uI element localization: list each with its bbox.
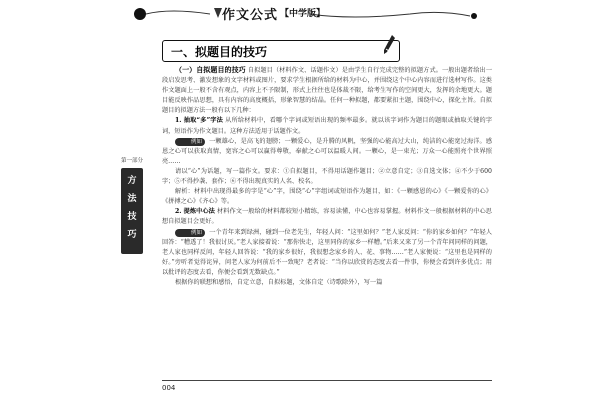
article-body bbox=[162, 65, 492, 288]
example-2-text: 一个青年来到绿洲，碰到一位老先生，年轻人问：“这里如何？”老人家反问：“你的家乡如何？”年轻人回答：“糟透了！我很讨厌。”老人家接着说：“那你快走，这里同你的家乡一样糟。”后来又来了另一个青年问同样的问题，老人家也同样反问，年轻人回答说：“我的家乡很好，我很想念家乡的人、花、事物……”老人家便说：“这里也是同样的好。”旁听者觉得诧异，问老人家为何前后不一致呢？老者说：“当你以欣赏的态度去看一件事，你便会看到许多优点；用以批评的态度去看，你便会看到无数缺点。” bbox=[162, 228, 492, 276]
method-2 bbox=[162, 207, 492, 227]
example-1-analysis: 解析：材料中出现得最多的字是“心”字，围绕“心”字组词或短语作为题目，如：《一颗感恩的心》《一颗爱你的心》《拼搏之心》《齐心》等。 bbox=[162, 188, 492, 206]
example-1-tag: 例如 bbox=[175, 138, 205, 146]
section-title: 一、拟题目的技巧 bbox=[171, 45, 268, 59]
method-1 bbox=[162, 116, 492, 136]
footer-divider bbox=[162, 380, 492, 381]
header-title: 作文公式 bbox=[222, 8, 279, 23]
example-1-prompt: 请以“心”为话题，写一篇作文。要求：①自拟题目，不得用话题作题目；②立意自定；③自选文体；④不少于600字；⑤不得抄袭、套作；⑥不得出现真实的人名、校名。 bbox=[162, 167, 492, 186]
page-number: 004 bbox=[162, 384, 176, 392]
subsection-1-heading: （一）自拟题目的技巧 bbox=[175, 66, 246, 74]
method-2-heading: 2. 提炼中心法 bbox=[175, 208, 215, 216]
side-tab-text: 方 法 技 巧 bbox=[127, 176, 137, 240]
subsection-1 bbox=[162, 65, 492, 116]
method-1-text: 从所给材料中，看哪个字词或短语出现的频率最多。就以该字词作为题目的题眼或抽取关键的字词，短语作为作文题目。这种方法适用于话题作文。 bbox=[162, 117, 493, 135]
side-tab bbox=[119, 158, 145, 254]
example-1 bbox=[162, 137, 492, 167]
side-tab-part: 第一部分 bbox=[120, 158, 143, 164]
section-title-box bbox=[162, 40, 400, 62]
example-1-text: 一颗雄心，是高飞的翅膀；一颗爱心，是升腾的风帆，坚强的心能高过大山，纯洁的心能宽过海洋。感恩之心可以获取真情，宽容之心可以赢得尊敬，奉献之心可以温暖人间。一颗心，是一束光；万众一心能照亮个世界照亮…… bbox=[162, 137, 493, 165]
header-badge: 【中学版】 bbox=[280, 9, 326, 19]
example-2-after: 根据你的联想和感悟，自定立意，自拟标题，文体自定（诗歌除外），写一篇 bbox=[175, 278, 383, 286]
book-page bbox=[110, 0, 502, 400]
pen-icon bbox=[382, 34, 396, 56]
example-2-tag: 例如 bbox=[175, 229, 205, 237]
subsection-1-text: 自拟题目（材料作文、话题作文）是由学生自行完成完整的拟题方式。一般出题者给出一段启发思考、激发想象的文字材料或图片，要求学生根据所给的材料为中心，并围绕这个中心内容而进行选材写作。这类作文题面上一般不含有观点，内容上不予限制，形式上往往也是体裁不限，给考生写作的空间更大，发挥的余地更大。题目能反映作品思想，具有内容的高度概括，形象智慧的结晶。任何一种拟题，都要紧扣主题，围绕中心，探化主旨。自拟题目的拟题方法一般有以下几种： bbox=[162, 67, 493, 115]
method-1-heading: 1. 抽取“多”字法 bbox=[175, 117, 224, 125]
method-2-text: 材料作文一般给的材料都较短小精练，容易读懂，中心也容易掌握。材料作文一般根据材料的中心思想自拟题目会更好。 bbox=[162, 208, 492, 226]
example-2 bbox=[162, 228, 492, 278]
